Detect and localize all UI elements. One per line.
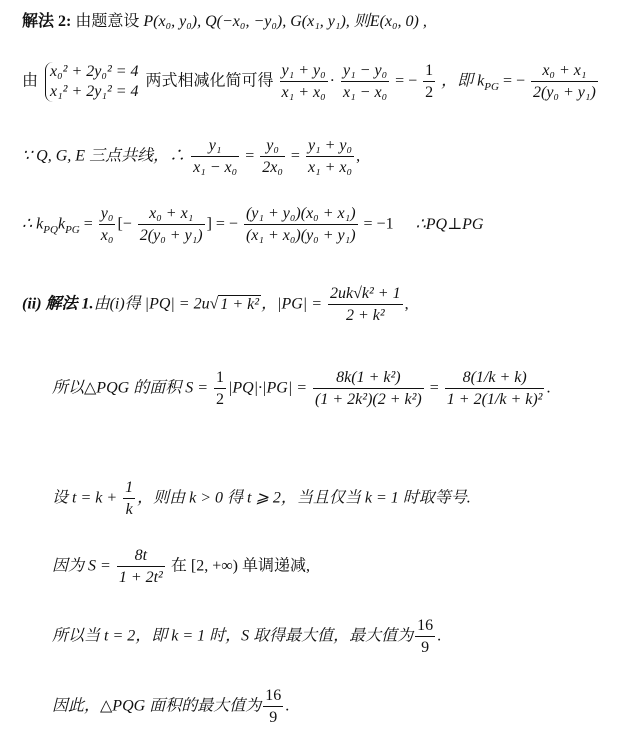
system-line: 由 x₀² + 2y₀² = 4 x₁² + 2y₁² = 4 两式相减化简可得 $\frac{\text{y₁ + y₀}}{\text{x₁ + x₀}}$ · $\frac{\text{y₁ − y₀}}{\text{x₁ − x₀}}$ = − $\frac{1}{2}$ ，即 $k_{PG}$ = − $\frac{\text{x₀ + x₁}}{\text{2(y₀ + y₁)}}$ [22,62,596,101]
prod-frac-3: $\frac{\text{(y₁ + y₀)(x₀ + x₁)}}{\text{(x₁ + x₀)(y₀ + y₁)}}$ [245,205,356,244]
col-frac-1: $\frac{\text{y₁}}{\text{x₁ − x₀}}$ [193,137,238,176]
max-text: 所以当 t = 2，即 k = 1 时，S 取得最大值，最大值为 [52,627,414,645]
method2-line [22,14,427,30]
sys-eq1: x₀² + 2y₀² = 4 [50,63,139,80]
prod-frac-2: $\frac{\text{x₀ + x₁}}{\text{2(y₀ + y₁)}}$ [139,205,203,244]
kpg-label: ，即 k [441,72,485,90]
points-text: P(x₀, y₀), Q(−x₀, −y₀), G(x₁, y₁), 则E(x₀, 0) , [143,13,427,30]
monotone-line: 因为 S = $\frac{8t}{\text{1 + 2t²}}$ 在 [2, +∞) 单调递减, [52,547,310,586]
final-frac: $\frac{16}{9}$ [265,687,282,726]
max-frac: $\frac{16}{9}$ [417,617,434,656]
final-line: 因此，△PQG 面积的最大值为 $\frac{16}{9}$ . [52,687,290,726]
area-frac-2: $\frac{8(1/k + k)}{\text{1 + 2(1/k + k)²}}$ [446,369,543,408]
product-line: ∴ $k_{PQ}k_{PG}$ = $\frac{\text{y₀}}{\text{x₀}}$ [− $\frac{\text{x₀ + x₁}}{\text{2(y₀ + y₁)}}$ ] = − $\frac{\text{(y₁ + y₀)(x₀ + x₁)}}{\text{(x₁ + x₀)(y₀ + y₁)}}$ = −1 ∴PQ⊥PG [22,205,484,244]
kpg-frac: $\frac{\text{x₀ + x₁}}{\text{2(y₀ + y₁)}}$ [533,62,596,101]
perp-conclusion: ∴PQ⊥PG [415,215,484,233]
frac-2: $\frac{\text{y₁ − y₀}}{\text{x₁ − x₀}}$ [343,62,388,101]
col-frac-2: $\frac{\text{y₀}}{\text{2x₀}}$ [262,137,283,176]
area-line: 所以△PQG 的面积 S = $\frac{1}{2}$ |PQ|·|PG| = $\frac{\text{8k(1 + k²)}}{\text{(1 + 2k²)(2 + k²)}}$ = $\frac{8(1/k + k)}{\text{1 + 2(1/k + k)²}}$ . [52,369,551,408]
substitution-line: 设 t = k + $\frac{1}{k}$ ，则由 k > 0 得 t ⩾ 2，当且仅当 k = 1 时取等号. [52,479,471,518]
method-label: 解法 2: [22,13,72,30]
sys-prefix: 由 [22,72,39,90]
pg-frac: $\frac{\text{2uk√k² + 1}}{\text{2 + k²}}$ [330,285,401,324]
monotone-frac: $\frac{8t}{\text{1 + 2t²}}$ [118,547,163,586]
product-prefix: ∴ k [22,215,44,233]
prod-frac-1: $\frac{\text{y₀}}{\text{x₀}}$ [100,205,114,244]
intro-text: 由题意设 [75,13,140,30]
pq-length: 由(i)得 |PQ| = 2u√ [93,295,219,313]
monotone-text: 因为 S = [52,557,115,575]
equation-system [45,62,139,102]
eq-half-sign: = − [395,72,418,90]
frac-1: $\frac{\text{y₁ + y₀}}{\text{x₁ + x₀}}$ [281,62,326,101]
part2-label: (ii) 解法 1. [22,295,94,313]
max-line: 所以当 t = 2，即 k = 1 时，S 取得最大值，最大值为 $\frac{16}{9}$ . [52,617,442,656]
kpg-eq: = − [502,72,525,90]
area-frac-1: $\frac{\text{8k(1 + k²)}}{\text{(1 + 2k²)(2 + k²)}}$ [315,369,422,408]
sub-text: 设 t = k + [52,489,122,507]
area-half: $\frac{1}{2}$ [216,369,224,408]
frac-half: $\frac{1}{2}$ [425,62,434,101]
kpg-sub: PG [484,80,499,93]
final-text: 因此，△PQG 面积的最大值为 [52,697,262,715]
collinear-line: ∵ Q, G, E 三点共线，∴ $\frac{\text{y₁}}{\text{x₁ − x₀}}$ = $\frac{\text{y₀}}{\text{2x₀}}$ = $\frac{\text{y₁ + y₀}}{\text{x₁ + x₀}}$ , [22,137,361,176]
collinear-text: ∵ Q, G, E 三点共线，∴ [22,147,186,165]
sys-eq2: x₁² + 2y₁² = 4 [50,83,139,100]
sub-frac: $\frac{1}{k}$ [125,479,134,518]
part2-line: (ii) 解法 1.由(i)得 |PQ| = 2u√ 1 + k² ，|PG| = $\frac{\text{2uk√k² + 1}}{\text{2 + k²}}$ , [22,285,409,324]
area-text: 所以△PQG 的面积 S = [52,379,212,397]
sys-suffix: 两式相减化简可得 [145,72,274,90]
col-frac-3: $\frac{\text{y₁ + y₀}}{\text{x₁ + x₀}}$ [307,137,353,176]
